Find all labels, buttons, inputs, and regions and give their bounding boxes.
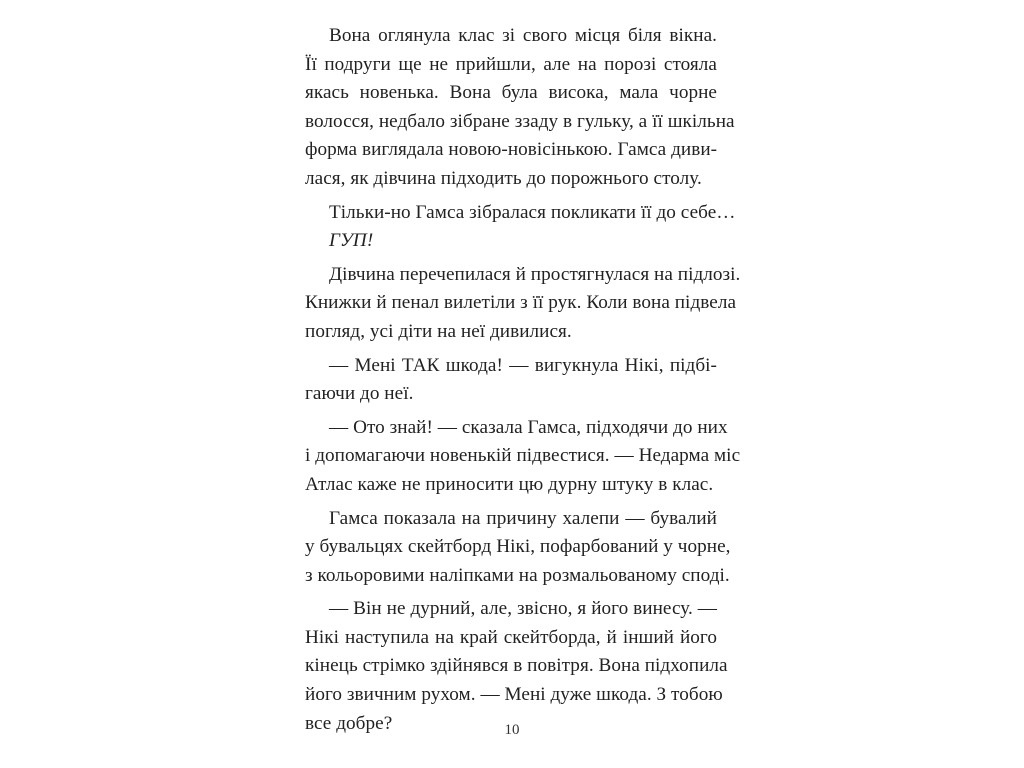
text-line: і допомагаючи новенькій підвестися. — Недарма міс (305, 445, 741, 467)
text-line: Вона оглянула клас зі свого місця біля вікна. (329, 25, 717, 46)
page-number: 10 (504, 722, 520, 738)
text-line: гаючи до неї. (305, 383, 414, 405)
text-line: все добре? (305, 712, 393, 734)
text-line: волосся, недбало зібране ззаду в гульку, а її шкільна (305, 110, 735, 132)
text-line: Книжки й пенал вилетіли з її рук. Коли вона підвела (305, 292, 737, 314)
text-line: якась новенька. Вона була висока, мала чорне (305, 82, 717, 104)
text-line: Гамса показала на причину халепи — бувалий (329, 507, 717, 529)
text-line: лася, як дівчина підходить до порожнього столу. (305, 167, 702, 189)
text-line: його звичним рухом. — Мені дуже шкода. З тобою (305, 684, 723, 706)
text-line: у бувальцях скейтборд Нікі, пофарбований у чорне, (305, 536, 731, 558)
text-line: Нікі наступила на край скейтборда, й інший його (305, 626, 717, 648)
text-line: — Мені ТАК шкода! — вигукнула Нікі, підбі- (329, 354, 717, 376)
text-line: ГУП! (329, 230, 374, 252)
text-line: Тільки-но Гамса зібралася покликати її до себе… (329, 201, 736, 223)
text-line: Атлас каже не приносити цю дурну штуку в клас. (305, 473, 714, 495)
text-line: форма виглядала новою-новісінькою. Гамса диви- (305, 139, 718, 161)
text-line: з кольоровими наліпками на розмальованому споді. (305, 564, 730, 586)
text-line: кінець стрімко здійнявся в повітря. Вона підхопила (305, 655, 728, 677)
text-line: — Ото знай! — сказала Гамса, підходячи до них (329, 416, 728, 438)
text-line: погляд, усі діти на неї дивилися. (305, 320, 572, 342)
body-text (305, 22, 741, 738)
text-line: Дівчина перечепилася й простягнулася на підлозі. (329, 263, 741, 285)
text-line: — Він не дурний, але, звісно, я його винесу. — (329, 598, 717, 620)
text-line: Її подруги ще не прийшли, але на порозі стояла (305, 53, 717, 75)
